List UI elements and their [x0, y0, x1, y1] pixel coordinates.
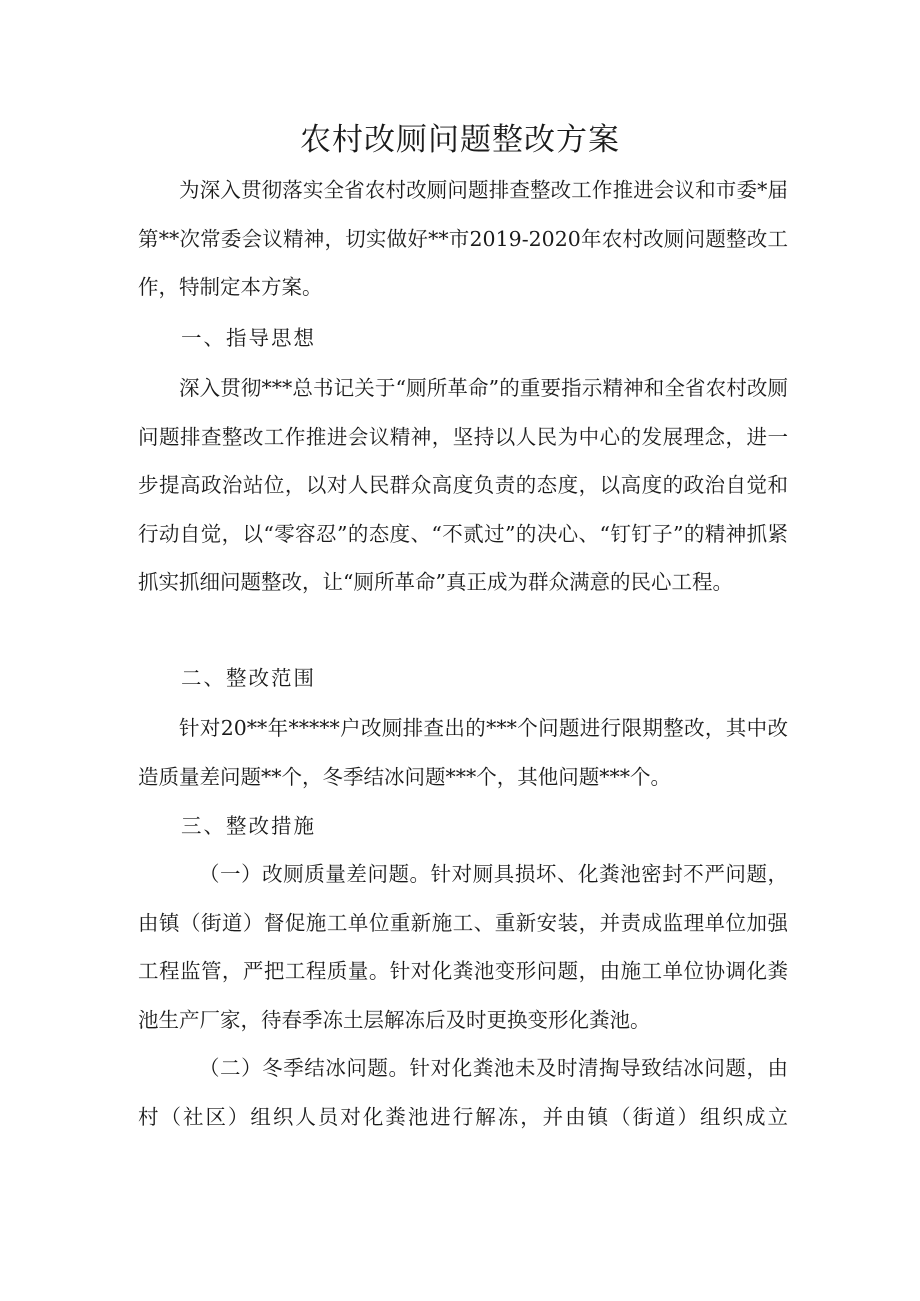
section-heading-rectification-scope: 二、整改范围: [181, 666, 316, 690]
measure-item-winter-freezing: （二）冬季结冰问题。针对化粪池未及时清掏导致结冰问题，由村（社区）组织人员对化粪池进行解冻，并由镇（街道）组织成立: [138, 1056, 788, 1129]
intro-paragraph: 为深入贯彻落实全省农村改厕问题排查整改工作推进会议和市委*届第**次常委会议精神，切实做好**市2019-2020年农村改厕问题整改工作，特制定本方案。: [138, 178, 788, 299]
rectification-scope-paragraph: 针对20**年*****户改厕排查出的***个问题进行限期整改，其中改造质量差问题**个，冬季结冰问题***个，其他问题***个。: [138, 716, 788, 789]
guiding-ideology-paragraph: 深入贯彻***总书记关于“厕所革命”的重要指示精神和全省农村改厕问题排查整改工作推进会议精神，坚持以人民为中心的发展理念，进一步提高政治站位，以对人民群众高度负责的态度，以高度的政治自觉和行动自觉，以“零容忍”的态度、“不贰过”的决心、“钉钉子”的精神抓紧抓实抓细问题整改，让“厕所革命”真正成为群众满意的民心工程。: [138, 376, 788, 594]
document-title: 农村改厕问题整改方案: [300, 122, 620, 158]
section-heading-rectification-measures: 三、整改措施: [181, 814, 316, 838]
section-heading-guiding-ideology: 一、指导思想: [181, 326, 316, 350]
measure-item-quality-issues: （一）改厕质量差问题。针对厕具损坏、化粪池密封不严问题，由镇（街道）督促施工单位重新施工、重新安装，并责成监理单位加强工程监管，严把工程质量。针对化粪池变形问题，由施工单位协调化粪池生产厂家，待春季冻土层解冻后及时更换变形化粪池。: [138, 862, 788, 1032]
